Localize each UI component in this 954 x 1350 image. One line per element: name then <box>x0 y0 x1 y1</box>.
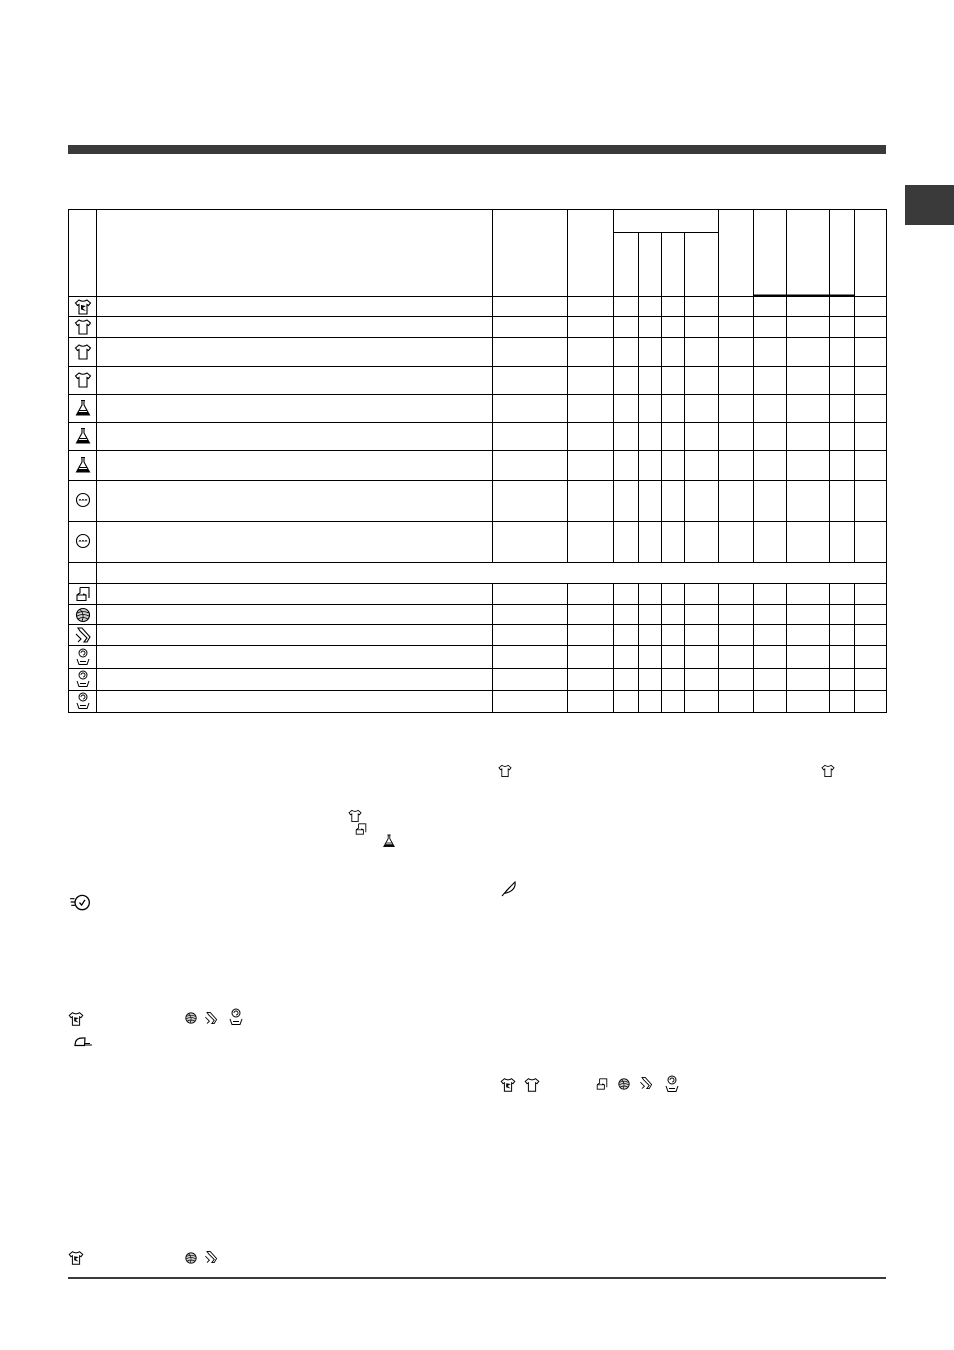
spin-icon <box>73 691 93 711</box>
stained-tshirt-icon <box>499 1076 517 1094</box>
flask-icon <box>381 833 397 849</box>
silk-icon <box>638 1075 654 1091</box>
stained-tshirt-icon <box>67 1010 85 1028</box>
col-lines-lower <box>493 583 855 713</box>
col-lines-upper <box>493 209 855 562</box>
spin-icon <box>73 669 93 689</box>
curtain-icon <box>594 1076 610 1092</box>
tshirt-icon <box>73 370 93 390</box>
feather-icon <box>498 879 520 899</box>
stained-tshirt-icon <box>67 1249 85 1267</box>
silk-icon <box>73 625 93 645</box>
silk-icon <box>203 1249 219 1265</box>
tshirt-icon <box>820 763 836 779</box>
stained-tshirt-icon <box>73 297 93 317</box>
mixed-fabric-icon <box>73 531 93 551</box>
iron-icon <box>66 1031 100 1051</box>
flask-icon <box>73 426 93 446</box>
wool-icon <box>73 605 93 625</box>
wool-icon <box>183 1010 199 1026</box>
tshirt-icon <box>73 317 93 337</box>
quick-timer-icon <box>66 891 94 913</box>
flask-icon <box>73 455 93 475</box>
curtain-icon <box>73 584 93 604</box>
table-frame <box>69 210 887 713</box>
row-lines <box>68 317 887 691</box>
tshirt-icon <box>497 763 513 779</box>
curtain-icon <box>353 821 369 837</box>
spin-icon <box>226 1007 246 1027</box>
wool-icon <box>616 1076 632 1092</box>
tshirt-icon <box>73 342 93 362</box>
tshirt-icon <box>523 1076 541 1094</box>
silk-icon <box>203 1010 219 1026</box>
flask-icon <box>73 398 93 418</box>
spin-icon <box>73 647 93 667</box>
spin-icon <box>662 1073 682 1095</box>
wool-icon <box>183 1250 199 1266</box>
mixed-fabric-icon <box>73 490 93 510</box>
